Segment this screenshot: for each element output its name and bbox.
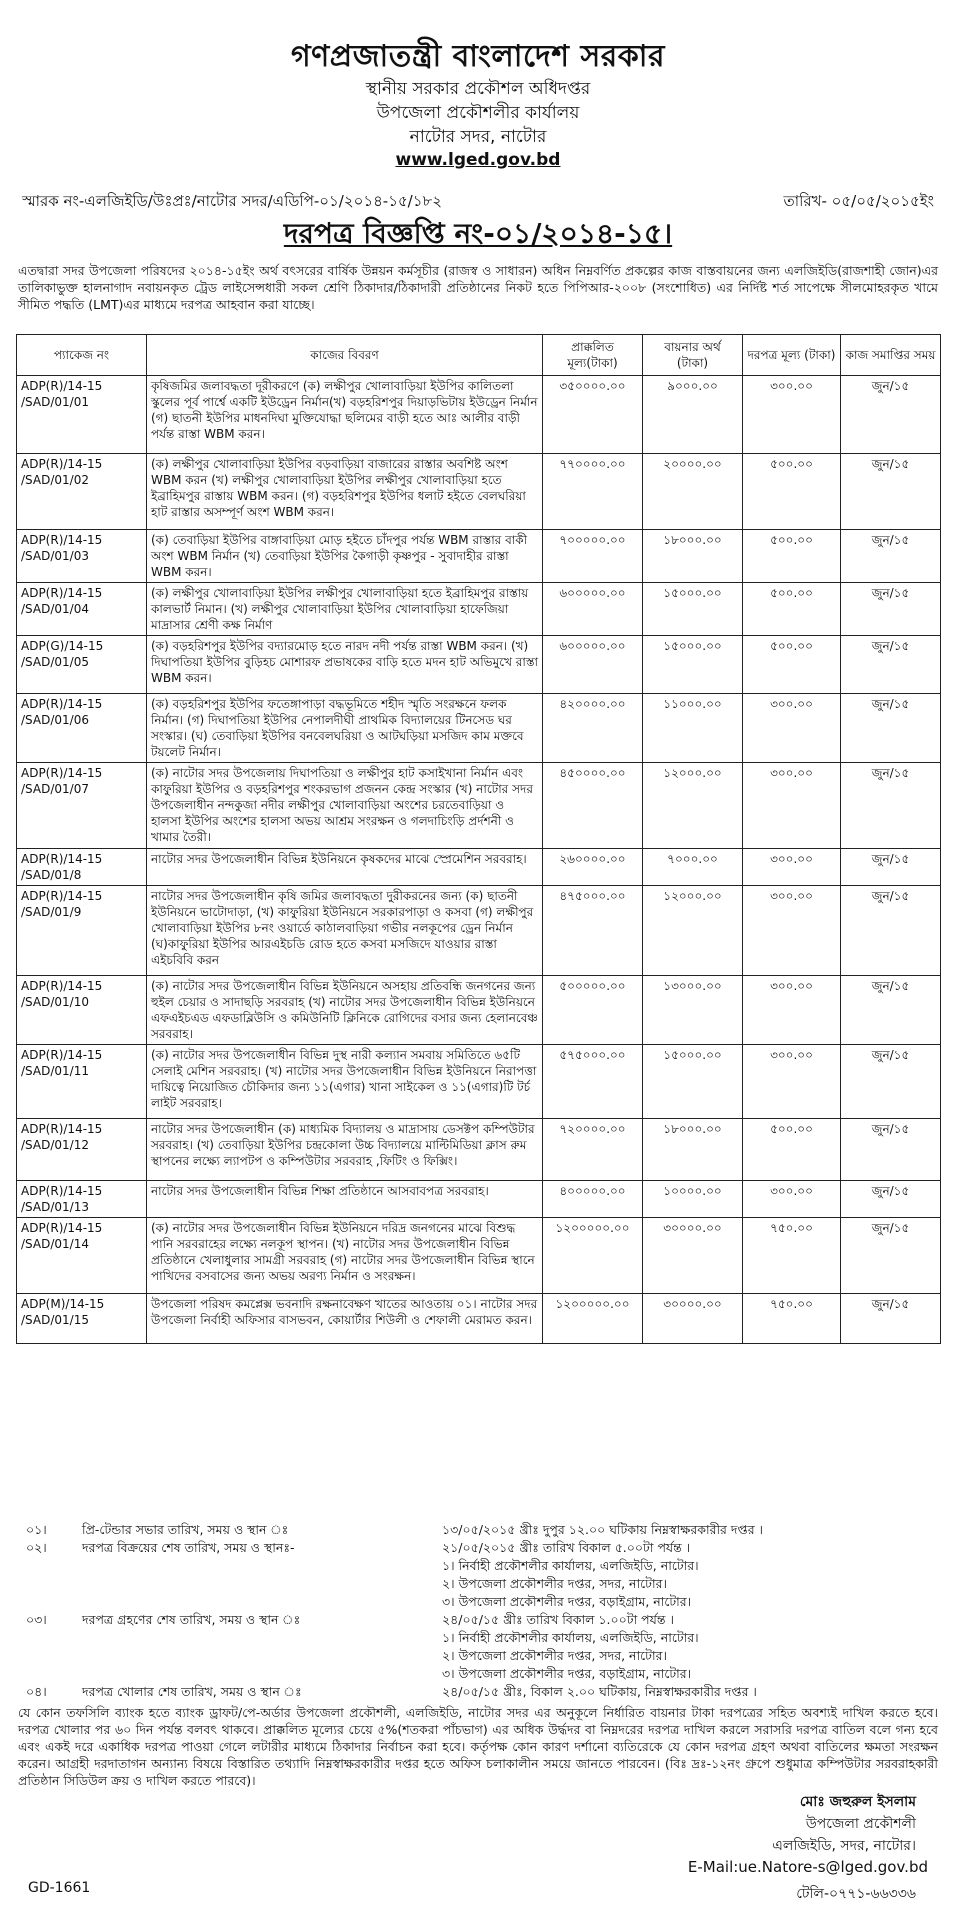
doc-price-cell: ৫০০.০০ xyxy=(743,530,841,583)
closing-paragraph: যে কোন তফসিলি ব্যাংক হতে ব্যাংক ড্রাফট/পে-অর্ডার উপজেলা প্রকৌশলী, এলজিইডি, নাটোর সদর এর অনুকূলে নির্ধারিত বায়নার টাকা দরপত্রের সহিত অবশ্যই দাখিল করতে হবে। দরপত্র খোলার পর ৬০ দিন পর্যন্ত বলবৎ থাকবে। প্রাক্কলিত মূল্যের চেয়ে ৫%(শতকরা পাঁচভাগ) এর অধিক উর্দ্ধদর বা নিম্নদরের দরপত্র দাখিল করলে সরাসরি দরপত্র বাতিল বলে গন্য হবে এবং একই দরে একাধিক দরপত্র পাওয়া গেলে লটারীর মাধ্যমে ঠিকাদার নির্বাচন করা হবে। কর্তৃপক্ষ কোন কারণ দর্শানো ব্যতিরেকে যে কোন দরপত্র গ্রহণ অথবা বাতিলের ক্ষমতা সংরক্ষন করেন। আগ্রহী দরদাতাগন অন্যান্য বিষয়ে বিস্তারিত তথ্যাদি নিম্নস্বাক্ষরকারীর দপ্তর হতে অফিস চলাকালীন সময়ে জানতে পারবেন। (বিঃ দ্রঃ-১২নং গ্রুপে শুধুমাত্র কম্পিউটার সরবরাহকারী প্রতিষ্ঠান সিডিউল ক্রয় ও দাখিল করতে পারবে)। xyxy=(18,1705,938,1788)
earnest-cell: ৭০০০.০০ xyxy=(643,849,743,886)
earnest-cell: ১১০০০.০০ xyxy=(643,694,743,763)
completion-cell: জুন/১৫ xyxy=(841,1218,941,1294)
description-cell: (ক) নাটোর সদর উপজেলায় দিঘাপতিয়া ও লক্ষীপুর হাট কসাইখানা নির্মান এবং কাফুরিয়া ইউপির ও বড়হরিশপুর শংকরভাগ প্রজনন কেন্দ্র সংস্কার (খ) নাটোর সদর উপজেলাধীন নন্দকুজা নদীর লক্ষীপুর খোলাবাড়িয়া অংশের চরতেবাড়িয়া ও হালসা ইউপির অংশের হালসা অভয় আশ্রম সংরক্ষন ও গলদাচিংড়ি প্রর্দশনী ও খামার তৈরী। xyxy=(147,763,543,849)
completion-cell: জুন/১৫ xyxy=(841,583,941,636)
description-cell: (ক) লক্ষীপুর খোলাবাড়িয়া ইউপির বড়বাড়িয়া বাজারের রাস্তার অবশিষ্ট অংশ WBM করন (খ) লক্ষীপুর খোলাবাড়িয়া ইউপির লক্ষীপুর খোলাবাড়িয়া হতে ইব্রাহিমপুর রাস্তায় WBM করন। (গ) বড়হরিশপুর ইউপির ধলাট হইতে বেলঘরিয়া হাট রাস্তার অসম্পূর্ণ অংশ WBM করন। xyxy=(147,454,543,530)
signatory-designation: উপজেলা প্রকৌশলী xyxy=(805,1816,916,1832)
earnest-cell: ১০০০০.০০ xyxy=(643,1181,743,1218)
earnest-cell: ১২০০০.০০ xyxy=(643,886,743,976)
schedule-value: ২৪/০৫/১৫ খ্রীঃ তারিখ বিকাল ১.০০টা পর্যন্ত । xyxy=(442,1612,674,1627)
description-cell: নাটোর সদর উপজেলাধীন (ক) মাধ্যমিক বিদ্যালয় ও মাদ্রাসায় ডেসক্টপ কম্পিউটার সরবরাহ। (খ) তেবাড়িয়া ইউপির চন্দ্রকোলা উচ্চ বিদ্যালয়ে মাল্টিমিডিয়া ক্লাস রুম স্থাপনের লক্ষ্যে ল্যাপটপ ও কম্পিউটার সরবরাহ ,ফিটিং ও ফিক্সিং। xyxy=(147,1119,543,1181)
package-cell: ADP(R)/14-15 /SAD/01/12 xyxy=(17,1119,147,1181)
completion-cell: জুন/১৫ xyxy=(841,1294,941,1344)
package-cell: ADP(R)/14-15 /SAD/01/11 xyxy=(17,1045,147,1119)
schedule-value: ২৪/০৫/১৫ খ্রীঃ, বিকাল ২.০০ ঘটিকায়, নিম্নস্বাক্ষরকারীর দপ্তর । xyxy=(442,1684,757,1699)
notice-title: দরপত্র বিজ্ঞপ্তি নং-০১/২০১৪-১৫। xyxy=(283,217,673,250)
packages-table xyxy=(16,334,941,1344)
package-cell: ADP(G)/14-15 /SAD/01/05 xyxy=(17,636,147,694)
description-cell: কৃষিজমির জলাবদ্ধতা দূরীকরণে (ক) লক্ষীপুর খোলাবাড়িয়া ইউপির কালিতলা স্কুলের পূর্ব পার্শ্বে একটি ইউড্রেন নির্মান(খ) বড়হরিশপুর দিয়াড়ভিটায় ইউড্রেন নির্মান (গ) ছাতনী ইউপির মাধনদিঘা মুক্তিযোদ্ধা ছলিমের বাড়ী হতে আঃ আলীর বাড়ী পর্যন্ত রাস্তা WBM করন। xyxy=(147,376,543,454)
footer-code: GD-1661 xyxy=(28,1880,91,1896)
header-package: প্যাকেজ নং xyxy=(17,335,147,376)
doc-price-cell: ৫০০.০০ xyxy=(743,1119,841,1181)
package-cell: ADP(R)/14-15 /SAD/01/9 xyxy=(17,886,147,976)
doc-price-cell: ৩০০.০০ xyxy=(743,849,841,886)
package-cell: ADP(R)/14-15 /SAD/01/01 xyxy=(17,376,147,454)
header-earnest: বায়নার অর্থ (টাকা) xyxy=(643,335,743,376)
schedule-number: ০৩। xyxy=(26,1612,47,1627)
description-cell: নাটোর সদর উপজেলাধীন কৃষি জমির জলাবদ্ধতা দুরীকরনের জন্য (ক) ছাতনী ইউনিয়নে ভাটোদাড়া, (খ) কাফুরিয়া ইউনিয়নে সরকারপাড়া ও কসবা (গ) লক্ষীপুর খোলাবাড়িয়া ইউপির ৮নং ওয়ার্ডে কাঠালবাড়িয়া গভীর নলকূপের ড্রেন নির্মান (ঘ)কাফুরিয়া ইউপির আরএইচডি রোড হতে কসবা মসজিদে যাওয়ার রাস্তা এইচবিবি করন xyxy=(147,886,543,976)
signatory-name: মোঃ জহুরুল ইসলাম xyxy=(799,1794,916,1810)
package-cell: ADP(R)/14-15 /SAD/01/13 xyxy=(17,1181,147,1218)
estimate-cell: ৬০০০০০.০০ xyxy=(543,636,643,694)
table-header-row xyxy=(17,335,941,376)
schedule-label: প্রি-টেন্ডার সভার তারিখ, সময় ও স্থান ঃ xyxy=(82,1522,289,1537)
earnest-cell: ৩০০০০.০০ xyxy=(643,1294,743,1344)
estimate-cell: ৭৭০০০০.০০ xyxy=(543,454,643,530)
earnest-cell: ১৮০০০.০০ xyxy=(643,1119,743,1181)
earnest-cell: ১৮০০০.০০ xyxy=(643,530,743,583)
estimate-cell: ৪৭৫০০০.০০ xyxy=(543,886,643,976)
completion-cell: জুন/১৫ xyxy=(841,1119,941,1181)
schedule-value: ১। নির্বাহী প্রকৌশলীর কার্যালয়, এলজিইডি, নাটোর। xyxy=(442,1558,699,1573)
schedule-number: ০২। xyxy=(26,1540,47,1555)
completion-cell: জুন/১৫ xyxy=(841,1181,941,1218)
earnest-cell: ৩০০০০.০০ xyxy=(643,1218,743,1294)
table-row xyxy=(17,1119,941,1181)
package-cell: ADP(M)/14-15 /SAD/01/15 xyxy=(17,1294,147,1344)
estimate-cell: ১২০০০০০.০০ xyxy=(543,1218,643,1294)
schedule-value: ১৩/০৫/২০১৫ খ্রীঃ দুপুর ১২.০০ ঘটিকায় নিম্নস্বাক্ষরকারীর দপ্তর । xyxy=(442,1522,764,1537)
doc-price-cell: ৫০০.০০ xyxy=(743,636,841,694)
package-cell: ADP(R)/14-15 /SAD/01/03 xyxy=(17,530,147,583)
table-row xyxy=(17,976,941,1045)
earnest-cell: ১৫০০০.০০ xyxy=(643,636,743,694)
completion-cell: জুন/১৫ xyxy=(841,376,941,454)
description-cell: (ক) নাটোর সদর উপজেলাধীন বিভিন্ন দুস্থ নারী কল্যান সমবায় সমিতিতে ৬৫টি সেলাই মেশিন সরবরাহ। (খ) নাটোর সদর উপজেলাধীন বিভিন্ন ইউনিয়নে নিরাপত্তা দায়িত্বে নিয়োজিত চৌকিদার জন্য ১১(এগার) খানা সাইকেল ও ১১(এগার)টি টর্চ লাইট সরবরাহ। xyxy=(147,1045,543,1119)
header-description: কাজের বিবরণ xyxy=(147,335,543,376)
estimate-cell: ৫০০০০০.০০ xyxy=(543,976,643,1045)
doc-price-cell: ৭৫০.০০ xyxy=(743,1218,841,1294)
schedule-value: ২। উপজেলা প্রকৌশলীর দপ্তর, সদর, নাটোর। xyxy=(442,1576,667,1591)
earnest-cell: ১৫০০০.০০ xyxy=(643,1045,743,1119)
signatory-phone: টেলি-০৭৭১-৬৬৩৩৬ xyxy=(796,1886,916,1902)
completion-cell: জুন/১৫ xyxy=(841,1045,941,1119)
memo-date: তারিখ- ০৫/০৫/২০১৫ইং xyxy=(783,192,934,210)
table-row xyxy=(17,763,941,849)
description-cell: (ক) নাটোর সদর উপজেলাধীন বিভিন্ন ইউনিয়নে অসহায় প্রতিবন্ধি জনগনের জন্য হুইল চেয়ার ও সাদাছড়ি সরবরাহ (খ) নাটোর সদর উপজেলাধীন বিভিন্ন ইউনিয়নে এফএইচএড এফডাব্লিউসি ও কমিউনিটি ক্লিনিকে রোগিদের বসার জন্য হেলানবেঞ্চ সরবরাহ। xyxy=(147,976,543,1045)
description-cell: (ক) লক্ষীপুর খোলাবাড়িয়া ইউপির লক্ষীপুর খোলাবাড়িয়া হতে ইব্রাহিমপুর রাস্তায় কালভার্ট নিমান। (খ) লক্ষীপুর খোলাবাড়িয়া ইউপির খোলাবাড়িয়া হাফেজিয়া মাদ্রাসার শ্রেণী কক্ষ নির্মাণ xyxy=(147,583,543,636)
table-row xyxy=(17,1045,941,1119)
office-location: নাটোর সদর, নাটোর xyxy=(409,127,547,147)
memo-reference: স্মারক নং-এলজিইডি/উঃপ্রঃ/নাটোর সদর/এডিপি-০১/২০১৪-১৫/১৮২ xyxy=(22,192,442,210)
description-cell: (ক) বড়হরিশপুর ইউপির বদ্যারমোড় হতে নারদ নদী পর্যন্ত রাস্তা WBM করন। (খ) দিঘাপতিয়া ইউপির বুড়িহচ মোশারফ প্রভাষকের বাড়ি হতে মদন হাট অভিমুখে রাস্তা WBM করন। xyxy=(147,636,543,694)
estimate-cell: ৭০০০০০.০০ xyxy=(543,530,643,583)
header-estimate: প্রাক্কলিত মূল্য(টাকা) xyxy=(543,335,643,376)
table-row xyxy=(17,1181,941,1218)
table-row xyxy=(17,849,941,886)
header-doc-price: দরপত্র মূল্য (টাকা) xyxy=(743,335,841,376)
doc-price-cell: ৫০০.০০ xyxy=(743,454,841,530)
completion-cell: জুন/১৫ xyxy=(841,886,941,976)
earnest-cell: ১৫০০০.০০ xyxy=(643,583,743,636)
table-row xyxy=(17,886,941,976)
earnest-cell: ৯০০০.০০ xyxy=(643,376,743,454)
description-cell: (ক) বড়হরিশপুর ইউপির ফতেঙ্গাপাড়া বদ্ধভূমিতে শহীদ স্মৃতি সংরক্ষনে ফলক নির্মান। (গ) দিঘাপতিয়া ইউপির নেপালদীঘী প্রাথমিক বিদ্যালয়ের টিনসেড ঘর সংস্কার। (ঘ) তেবাড়িয়া ইউপির বনবেলঘরিয়া ও আটঘড়িয়া মসজিদ কাম মক্তবে টয়লেট নির্মান। xyxy=(147,694,543,763)
table-row xyxy=(17,530,941,583)
package-cell: ADP(R)/14-15 /SAD/01/04 xyxy=(17,583,147,636)
department-name: স্থানীয় সরকার প্রকৌশল অধিদপ্তর xyxy=(365,79,591,99)
table-row xyxy=(17,694,941,763)
government-title: গণপ্রজাতন্ত্রী বাংলাদেশ সরকার xyxy=(291,39,665,74)
doc-price-cell: ৩০০.০০ xyxy=(743,376,841,454)
doc-price-cell: ৩০০.০০ xyxy=(743,694,841,763)
signatory-office: এলজিইডি, সদর, নাটোর। xyxy=(772,1838,916,1854)
doc-price-cell: ৩০০.০০ xyxy=(743,1045,841,1119)
completion-cell: জুন/১৫ xyxy=(841,530,941,583)
estimate-cell: ২৬০০০০.০০ xyxy=(543,849,643,886)
intro-paragraph: এতদ্বারা সদর উপজেলা পরিষদের ২০১৪-১৫ইং অর্থ বৎসরের বার্ষিক উন্নয়ন কর্মসূচীর (রাজস্ব ও সাধারন) অধিন নিম্নবর্ণিত প্রকল্পের কাজ বাস্তবায়নের জন্য এলজিইডি(রাজশাহী জোন)এর তালিকাভুক্ত হালনাগাদ নবায়নকৃত ট্রেড লাইসেন্সধারী সকল শ্রেণি ঠিকাদার/ঠিকাদারী প্রতিষ্ঠানের নিকট হতে পিপিআর-২০০৮ (সংশোধিত) এর নির্দিষ্ট শর্ত সাপেক্ষে সীলমোহরকৃত খামে সীমিত পদ্ধতি (LMT)এর মাধ্যমে দরপত্র আহবান করা যাচ্ছে। xyxy=(18,263,938,312)
earnest-cell: ১৩০০০.০০ xyxy=(643,976,743,1045)
earnest-cell: ১২০০০.০০ xyxy=(643,763,743,849)
completion-cell: জুন/১৫ xyxy=(841,976,941,1045)
schedule-label: দরপত্র বিক্রয়ের শেষ তারিখ, সময় ও স্থানঃ- xyxy=(82,1540,295,1555)
description-cell: নাটোর সদর উপজেলাধীন বিভিন্ন ইউনিয়নে কৃষকদের মাঝে স্প্রেমেশিন সরবরাহ। xyxy=(147,849,543,886)
header-completion: কাজ সমাপ্তির সময় xyxy=(841,335,941,376)
schedule-label: দরপত্র খোলার শেষ তারিখ, সময় ও স্থান ঃ xyxy=(82,1684,302,1699)
package-cell: ADP(R)/14-15 /SAD/01/14 xyxy=(17,1218,147,1294)
schedule-value: ১। নির্বাহী প্রকৌশলীর কার্যালয়, এলজিইডি, নাটোর। xyxy=(442,1630,699,1645)
estimate-cell: ৫৭৫০০০.০০ xyxy=(543,1045,643,1119)
schedule-label: দরপত্র গ্রহণের শেষ তারিখ, সময় ও স্থান ঃ xyxy=(82,1612,301,1627)
schedule-number: ০১। xyxy=(26,1522,47,1537)
doc-price-cell: ৫০০.০০ xyxy=(743,583,841,636)
description-cell: নাটোর সদর উপজেলাধীন বিভিন্ন শিক্ষা প্রতিষ্ঠানে আসবাবপত্র সরবরাহ। xyxy=(147,1181,543,1218)
website-link[interactable]: www.lged.gov.bd xyxy=(395,150,561,170)
table-row xyxy=(17,583,941,636)
doc-price-cell: ৩০০.০০ xyxy=(743,886,841,976)
estimate-cell: ৩৫০০০০.০০ xyxy=(543,376,643,454)
table-row xyxy=(17,376,941,454)
schedule-value: ৩। উপজেলা প্রকৌশলীর দপ্তর, বড়াইগ্রাম, নাটোর। xyxy=(442,1666,692,1681)
description-cell: উপজেলা পরিষদ কমপ্লেক্স ভবনাদি রক্ষনাবেক্ষণ খাতের আওতায় ০১। নাটোর সদর উপজেলা নির্বাহী অফিসার বাসভবন, কোয়ার্টার শিউলী ও শেফালী মেরামত করন। xyxy=(147,1294,543,1344)
signatory-email[interactable]: E-Mail:ue.Natore-s@lged.gov.bd xyxy=(687,1858,928,1876)
table-row xyxy=(17,636,941,694)
package-cell: ADP(R)/14-15 /SAD/01/07 xyxy=(17,763,147,849)
package-cell: ADP(R)/14-15 /SAD/01/8 xyxy=(17,849,147,886)
package-cell: ADP(R)/14-15 /SAD/01/10 xyxy=(17,976,147,1045)
completion-cell: জুন/১৫ xyxy=(841,763,941,849)
estimate-cell: ১২০০০০০.০০ xyxy=(543,1294,643,1344)
completion-cell: জুন/১৫ xyxy=(841,849,941,886)
table-row xyxy=(17,1294,941,1344)
estimate-cell: ৪২০০০০.০০ xyxy=(543,694,643,763)
schedule-value: ২। উপজেলা প্রকৌশলীর দপ্তর, সদর, নাটোর। xyxy=(442,1648,667,1663)
earnest-cell: ২০০০০.০০ xyxy=(643,454,743,530)
doc-price-cell: ৩০০.০০ xyxy=(743,1181,841,1218)
schedule-number: ০৪। xyxy=(26,1684,47,1699)
schedule-value: ৩। উপজেলা প্রকৌশলীর দপ্তর, বড়াইগ্রাম, নাটোর। xyxy=(442,1594,692,1609)
estimate-cell: ৬০০০০০.০০ xyxy=(543,583,643,636)
completion-cell: জুন/১৫ xyxy=(841,636,941,694)
package-cell: ADP(R)/14-15 /SAD/01/06 xyxy=(17,694,147,763)
doc-price-cell: ৩০০.০০ xyxy=(743,763,841,849)
description-cell: (ক) নাটোর সদর উপজেলাধীন বিভিন্ন ইউনিয়নে দরিদ্র জনগনের মাঝে বিশুদ্ধ পানি সরবরাহের লক্ষ্যে নলকূপ স্থাপন। (খ) নাটোর সদর উপজেলাধীন বিভিন্ন প্রতিষ্ঠানে খেলাধুলার সামগ্রী সরবরাহ (গ) নাটোর সদর উপজেলাধীন বিভিন্ন স্থানে পাখিদের বসবাসের জন্য অভয় অরণ্য নির্মান ও সংরক্ষন। xyxy=(147,1218,543,1294)
estimate-cell: ৪৫০০০০.০০ xyxy=(543,763,643,849)
table-row xyxy=(17,1218,941,1294)
schedule-value: ২১/০৫/২০১৫ খ্রীঃ তারিখ বিকাল ৫.০০টা পর্যন্ত । xyxy=(442,1540,691,1555)
doc-price-cell: ৩০০.০০ xyxy=(743,976,841,1045)
estimate-cell: ৭২০০০০.০০ xyxy=(543,1119,643,1181)
completion-cell: জুন/১৫ xyxy=(841,454,941,530)
doc-price-cell: ৭৫০.০০ xyxy=(743,1294,841,1344)
table-row xyxy=(17,454,941,530)
estimate-cell: ৪০০০০০.০০ xyxy=(543,1181,643,1218)
package-cell: ADP(R)/14-15 /SAD/01/02 xyxy=(17,454,147,530)
description-cell: (ক) তেবাড়িয়া ইউপির বাঙ্গাবাড়িয়া মোড় হইতে চাঁদপুর পর্যন্ত WBM রাস্তার বাকী অংশ WBM নির্মান (খ) তেবাড়িয়া ইউপির কৈগাড়ী কৃষ্ণপুর - সুবাদাহীর রাস্তা WBM করন। xyxy=(147,530,543,583)
office-name: উপজেলা প্রকৌশলীর কার্যালয় xyxy=(376,103,580,123)
completion-cell: জুন/১৫ xyxy=(841,694,941,763)
